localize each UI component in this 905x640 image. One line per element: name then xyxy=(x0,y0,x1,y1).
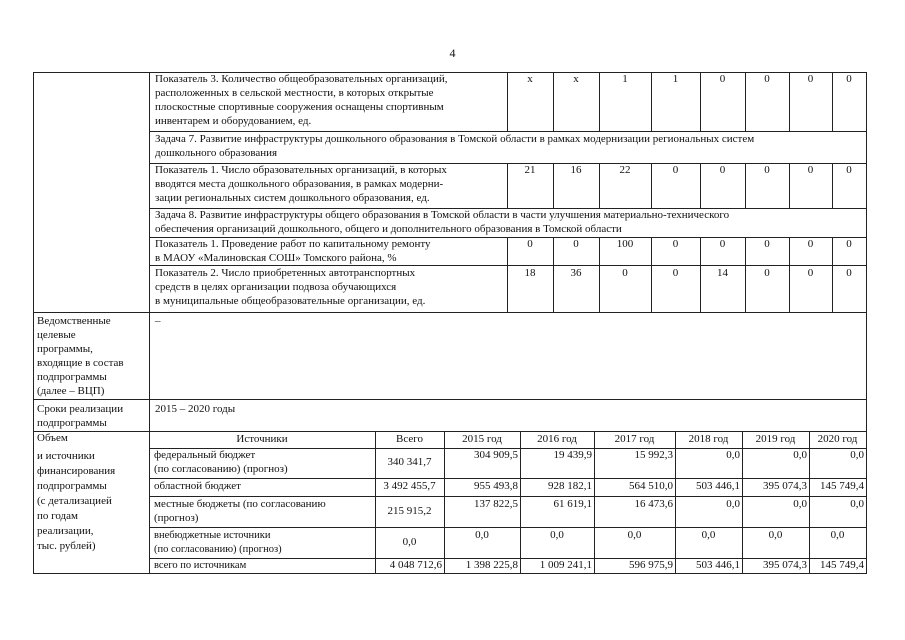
vcp-label: программы, xyxy=(37,343,93,355)
finance-header: 2015 год xyxy=(462,433,502,445)
finance-value: 596 975,9 xyxy=(629,559,673,571)
finance-source: (по согласованию) (прогноз) xyxy=(154,544,282,555)
terms-label: подпрограммы xyxy=(37,417,107,429)
indicator-value: 14 xyxy=(717,267,728,279)
finance-total: 3 492 455,7 xyxy=(383,480,436,492)
vcp-label: (далее – ВЦП) xyxy=(37,385,105,397)
rule xyxy=(33,312,867,313)
indicator-value: 100 xyxy=(616,238,634,250)
finance-value: 0,0 xyxy=(793,449,807,461)
indicator-value: 36 xyxy=(570,267,582,279)
passport-table xyxy=(33,72,867,574)
rule xyxy=(149,478,867,479)
finance-value: 304 909,5 xyxy=(474,449,518,461)
finance-value: 564 510,0 xyxy=(629,480,673,492)
task-heading: дошкольного образования xyxy=(155,147,278,159)
finance-source: всего по источникам xyxy=(154,560,247,571)
indicator-value: 0 xyxy=(807,267,814,279)
terms-value: 2015 – 2020 годы xyxy=(155,403,236,415)
finance-value: 145 749,4 xyxy=(820,559,864,571)
finance-header: 2016 год xyxy=(537,433,577,445)
finance-value: 0,0 xyxy=(768,529,783,541)
indicator-text: расположенных в сельской местности, в которых открытые xyxy=(155,87,434,99)
vcp-label: целевые xyxy=(37,329,76,341)
indicator-value: 0 xyxy=(807,73,814,85)
task-heading: Задача 7. Развитие инфраструктуры дошкольного образования в Томской области в рамках модернизации региональных систем xyxy=(155,133,755,145)
finance-source: местные бюджеты (по согласованию xyxy=(154,498,326,510)
indicator-text: Показатель 3. Количество общеобразовательных организаций, xyxy=(155,73,448,85)
finance-label: реализации, xyxy=(37,525,94,537)
finance-value: 19 439,9 xyxy=(553,449,592,461)
vcp-label: входящие в состав xyxy=(37,357,124,369)
finance-value: 0,0 xyxy=(701,529,716,541)
finance-label: (с детализацией xyxy=(37,495,112,507)
rule xyxy=(33,72,34,574)
finance-value: 0,0 xyxy=(475,529,489,541)
finance-header: Источники xyxy=(236,433,288,445)
indicator-value: 0 xyxy=(719,164,726,176)
finance-source: федеральный бюджет xyxy=(154,449,256,461)
indicator-value: 0 xyxy=(719,238,726,250)
finance-label: подпрограммы xyxy=(37,480,107,492)
finance-header: 2020 год xyxy=(817,433,858,445)
rule xyxy=(33,399,867,400)
finance-value: 0,0 xyxy=(726,498,740,510)
finance-total: 340 341,7 xyxy=(387,456,432,468)
finance-value: 0,0 xyxy=(793,498,807,510)
finance-value: 503 446,1 xyxy=(696,480,740,492)
page-number: 4 xyxy=(449,46,456,60)
indicator-text: вводятся места дошкольного образования, в рамках модерни- xyxy=(155,178,444,190)
finance-value: 1 398 225,8 xyxy=(465,559,518,571)
indicator-text: Показатель 1. Число образовательных организаций, в которых xyxy=(155,164,447,176)
indicator-value: 0 xyxy=(807,238,814,250)
indicator-value: 21 xyxy=(524,164,536,176)
indicator-text: средств в целях организации подвоза обучающихся xyxy=(155,281,397,293)
finance-label: Объем xyxy=(37,432,68,444)
rule xyxy=(149,72,150,574)
indicator-value: 22 xyxy=(619,164,631,176)
terms-label: Сроки реализации xyxy=(37,403,124,415)
indicator-value: 0 xyxy=(764,164,770,176)
finance-label: и источники xyxy=(37,450,95,462)
finance-value: 395 074,3 xyxy=(763,559,807,571)
indicator-value: 0 xyxy=(846,238,852,250)
finance-value: 0,0 xyxy=(850,498,864,510)
finance-value: 0,0 xyxy=(850,449,864,461)
indicator-value: 0 xyxy=(719,73,726,85)
indicator-value: 0 xyxy=(846,164,852,176)
finance-total: 0,0 xyxy=(402,536,417,548)
rule xyxy=(866,72,867,574)
finance-value: 0,0 xyxy=(627,529,642,541)
finance-value: 928 182,1 xyxy=(548,480,592,492)
finance-value: 0,0 xyxy=(726,449,740,461)
task-heading: обеспечения организаций дошкольного, общего и дополнительного образования в Томской области xyxy=(155,223,622,235)
finance-value: 15 992,3 xyxy=(634,449,673,461)
finance-total: 215 915,2 xyxy=(387,505,432,517)
indicator-value: 1 xyxy=(672,73,679,85)
finance-source: (по согласованию) (прогноз) xyxy=(154,463,288,475)
finance-value: 145 749,4 xyxy=(820,480,864,492)
finance-value: 0,0 xyxy=(550,529,564,541)
indicator-value: 16 xyxy=(570,164,582,176)
indicator-text: зации региональных систем дошкольного образования, ед. xyxy=(155,192,430,204)
finance-value: 1 009 241,1 xyxy=(539,559,592,571)
finance-source: (прогноз) xyxy=(154,512,199,524)
indicator-value: 1 xyxy=(622,73,628,85)
finance-header: Всего xyxy=(396,433,423,445)
finance-label: по годам xyxy=(37,510,78,522)
indicator-value: 0 xyxy=(846,73,852,85)
indicator-value: 0 xyxy=(764,73,770,85)
indicator-value: 0 xyxy=(764,267,770,279)
indicator-text: плоскостные спортивные сооружения оснащены спортивным xyxy=(155,101,444,113)
indicator-value: 0 xyxy=(622,267,628,279)
indicator-value: 0 xyxy=(672,238,679,250)
finance-source: областной бюджет xyxy=(154,480,241,492)
rule xyxy=(149,131,867,132)
finance-value: 395 074,3 xyxy=(763,480,807,492)
rule xyxy=(149,496,867,497)
indicator-value: 0 xyxy=(527,238,533,250)
rule xyxy=(375,431,376,574)
indicator-value: 18 xyxy=(524,267,536,279)
finance-total: 4 048 712,6 xyxy=(389,559,442,571)
indicator-value: 0 xyxy=(573,238,579,250)
indicator-value: 0 xyxy=(846,267,852,279)
indicator-text: Показатель 1. Проведение работ по капитальному ремонту xyxy=(155,238,431,250)
indicator-text: инвентарем и оборудованием, ед. xyxy=(155,115,312,127)
vcp-label: Ведомственные xyxy=(37,315,111,327)
indicator-value: 0 xyxy=(807,164,814,176)
indicator-value: 0 xyxy=(672,164,679,176)
finance-source: внебюджетные источники xyxy=(154,530,271,541)
finance-value: 0,0 xyxy=(830,529,845,541)
finance-value: 137 822,5 xyxy=(474,498,518,510)
rule xyxy=(149,527,867,528)
indicator-text: Показатель 2. Число приобретенных автотранспортных xyxy=(155,267,416,279)
finance-value: 61 619,1 xyxy=(553,498,592,510)
indicator-value: x xyxy=(527,73,533,85)
finance-header: 2019 год xyxy=(755,433,796,445)
vcp-label: подпрограммы xyxy=(37,371,107,383)
indicator-text: в МАОУ «Малиновская СОШ» Томского района, % xyxy=(155,252,397,264)
finance-value: 955 493,8 xyxy=(474,480,518,492)
finance-label: финансирования xyxy=(37,465,116,477)
indicator-text: в муниципальные общеобразовательные организации, ед. xyxy=(155,295,426,307)
task-heading: Задача 8. Развитие инфраструктуры общего образования в Томской области в части улучшения материально-технического xyxy=(155,209,730,221)
finance-header: 2017 год xyxy=(614,433,655,445)
finance-value: 503 446,1 xyxy=(696,559,740,571)
finance-label: тыс. рублей) xyxy=(37,540,96,552)
vcp-value: – xyxy=(155,315,161,327)
finance-value: 16 473,6 xyxy=(634,498,673,510)
indicator-value: 0 xyxy=(672,267,679,279)
finance-header: 2018 год xyxy=(688,433,729,445)
indicator-value: x xyxy=(573,73,579,85)
indicator-value: 0 xyxy=(764,238,770,250)
